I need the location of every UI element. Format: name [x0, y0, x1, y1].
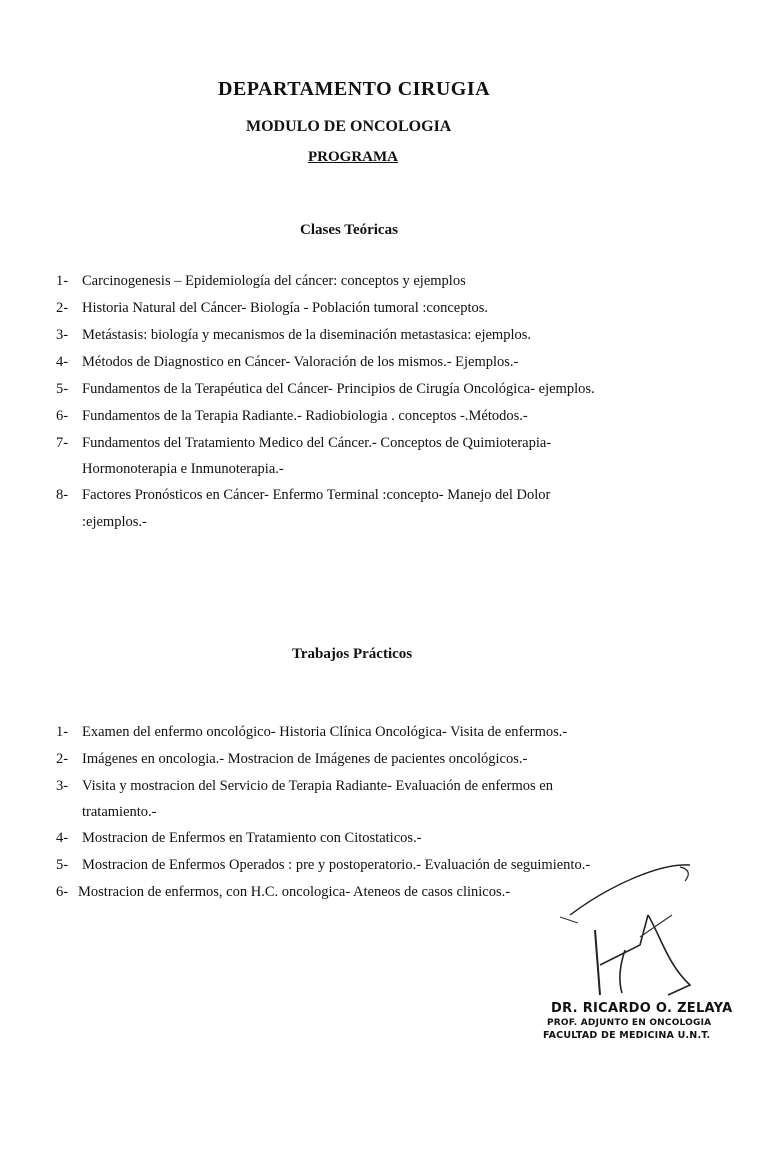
item-text: Factores Pronósticos en Cáncer- Enfermo Terminal :concepto- Manejo del Dolor [82, 487, 551, 503]
item-number: 6- [56, 884, 69, 900]
item-number: 2- [56, 751, 69, 767]
page-subtitle: MODULO DE ONCOLOGIA [246, 118, 452, 135]
item-text: Métodos de Diagnostico en Cáncer- Valoración de los mismos.- Ejemplos.- [82, 354, 519, 370]
item-text: Visita y mostracion del Servicio de Terapia Radiante- Evaluación de enfermos en [82, 778, 553, 794]
item-text: Fundamentos del Tratamiento Medico del Cáncer.- Conceptos de Quimioterapia- [82, 435, 552, 451]
item-number: 1- [56, 724, 69, 740]
stamp-faculty: FACULTAD DE MEDICINA U.N.T. [543, 1030, 711, 1041]
item-number: 3- [56, 778, 69, 794]
handwritten-signature [540, 855, 710, 1005]
item-text: Hormonoterapia e Inmunoterapia.- [82, 461, 284, 477]
item-number: 5- [56, 381, 69, 397]
item-text: :ejemplos.- [82, 514, 147, 530]
stamp-name: DR. RICARDO O. ZELAYA [551, 1001, 733, 1016]
item-number: 7- [56, 435, 69, 451]
program-heading: PROGRAMA [308, 149, 398, 165]
item-text: Mostracion de Enfermos en Tratamiento con Citostaticos.- [82, 830, 422, 846]
stamp-title: PROF. ADJUNTO EN ONCOLOGIA [547, 1018, 712, 1028]
theory-heading: Clases Teóricas [300, 222, 398, 238]
item-number: 3- [56, 327, 69, 343]
item-text: Metástasis: biología y mecanismos de la diseminación metastasica: ejemplos. [82, 327, 531, 343]
practice-heading: Trabajos Prácticos [292, 646, 413, 662]
item-number: 4- [56, 830, 69, 846]
item-text: Mostracion de enfermos, con H.C. oncologica- Ateneos de casos clinicos.- [78, 884, 511, 900]
item-number: 8- [56, 487, 69, 503]
item-text: Historia Natural del Cáncer- Biología - Población tumoral :conceptos. [82, 300, 488, 316]
item-number: 2- [56, 300, 69, 316]
item-number: 5- [56, 857, 69, 873]
item-text: tratamiento.- [82, 804, 157, 820]
item-text: Fundamentos de la Terapia Radiante.- Radiobiologia . conceptos -.Métodos.- [82, 408, 528, 424]
item-number: 1- [56, 273, 69, 289]
item-text: Examen del enfermo oncológico- Historia Clínica Oncológica- Visita de enfermos.- [82, 724, 568, 740]
item-text: Mostracion de Enfermos Operados : pre y postoperatorio.- Evaluación de seguimiento.- [82, 857, 591, 873]
item-text: Carcinogenesis – Epidemiología del cáncer: conceptos y ejemplos [82, 273, 466, 289]
page-title: DEPARTAMENTO CIRUGIA [218, 78, 491, 100]
item-text: Imágenes en oncologia.- Mostracion de Imágenes de pacientes oncológicos.- [82, 751, 528, 767]
item-number: 6- [56, 408, 69, 424]
item-number: 4- [56, 354, 69, 370]
item-text: Fundamentos de la Terapéutica del Cáncer- Principios de Cirugía Oncológica- ejemplos. [82, 381, 595, 397]
